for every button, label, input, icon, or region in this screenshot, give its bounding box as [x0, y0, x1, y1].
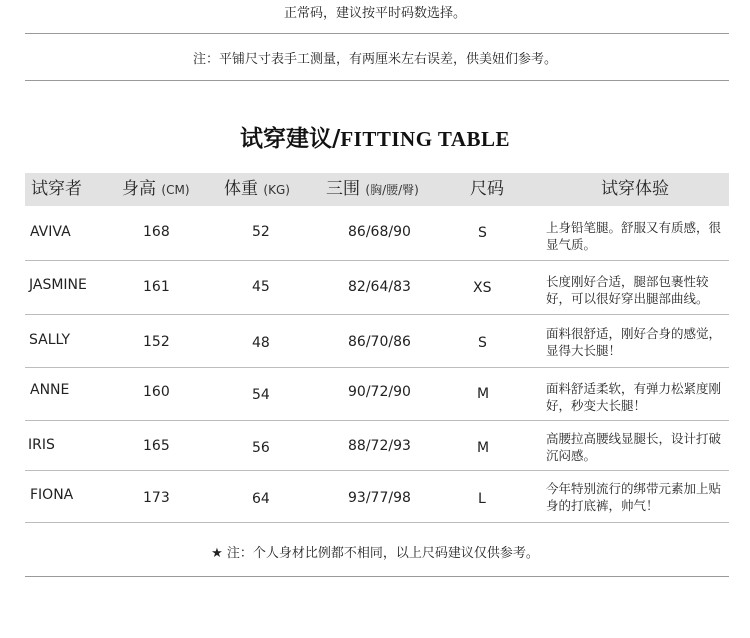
table-row: [25, 470, 729, 522]
row-height: 161: [143, 279, 170, 295]
row-size: S: [478, 225, 487, 241]
row-experience: 上身铅笔腿。舒服又有质感，很显气质。: [546, 220, 722, 252]
row-weight: 48: [252, 335, 270, 351]
row-experience: 长度刚好合适，腿部包裹性较好，可以很好穿出腿部曲线。: [546, 274, 709, 306]
row-experience: 面料舒适柔软，有弹力松紧度刚好，秒变大长腿！: [546, 381, 722, 413]
row-name: IRIS: [28, 437, 55, 453]
title-chinese: 试穿建议/: [239, 126, 341, 152]
row-measurements: 86/68/90: [348, 224, 411, 240]
measurement-note: 注：平铺尺寸表手工测量，有两厘米左右误差，供美妞们参考。: [192, 52, 557, 67]
footer-disclaimer: ★ 注：个人身材比例都不相同，以上尺码建议仅供参考。: [211, 546, 539, 561]
row-measurements: 93/77/98: [348, 490, 411, 506]
table-row: [25, 314, 729, 367]
title-english: FITTING TABLE: [340, 127, 511, 151]
table-row: [25, 260, 729, 314]
table-row: [25, 367, 729, 420]
header-experience: 试穿体验: [601, 179, 669, 199]
row-measurements: 88/72/93: [348, 438, 411, 454]
header-name: 试穿者: [31, 179, 82, 199]
row-measurements: 86/70/86: [348, 334, 411, 350]
row-divider: [25, 522, 729, 523]
divider-top: [25, 33, 729, 34]
row-height: 152: [143, 334, 170, 350]
row-height: 173: [143, 490, 170, 506]
row-name: JASMINE: [29, 277, 87, 293]
row-size: M: [477, 440, 490, 456]
size-recommendation-note: 正常码，建议按平时码数选择。: [283, 6, 466, 21]
divider-measure: [25, 80, 729, 81]
row-height: 168: [143, 224, 170, 240]
row-weight: 45: [252, 279, 270, 295]
row-size: L: [478, 491, 486, 507]
fitting-table-title: [0, 120, 750, 153]
row-weight: 56: [252, 440, 270, 456]
row-name: ANNE: [30, 382, 70, 398]
header-size: 尺码: [470, 179, 504, 199]
row-weight: 54: [252, 387, 270, 403]
row-height: 160: [143, 384, 170, 400]
row-experience: 高腰拉高腰线显腿长，设计打破沉闷感。: [546, 431, 722, 463]
row-experience: 面料很舒适，刚好合身的感觉，显得大长腿！: [546, 326, 722, 358]
row-size: S: [478, 335, 487, 351]
table-header: [25, 173, 729, 206]
divider-bottom: [25, 576, 729, 577]
table-row: [25, 206, 729, 260]
header-weight: 体重 (KG): [224, 179, 290, 199]
row-weight: 52: [252, 224, 270, 240]
header-height: 身高 (CM): [122, 179, 190, 199]
row-weight: 64: [252, 491, 270, 507]
row-name: SALLY: [29, 332, 71, 348]
row-measurements: 90/72/90: [348, 384, 411, 400]
row-name: AVIVA: [30, 224, 71, 240]
row-size: XS: [473, 280, 492, 296]
row-name: FIONA: [30, 487, 74, 503]
header-measurements: 三围 (胸/腰/臀): [326, 179, 419, 199]
row-height: 165: [143, 438, 170, 454]
table-row: [25, 420, 729, 470]
row-size: M: [477, 386, 490, 402]
row-experience: 今年特别流行的绑带元素加上贴身的打底裤，帅气！: [546, 481, 722, 513]
row-measurements: 82/64/83: [348, 279, 411, 295]
